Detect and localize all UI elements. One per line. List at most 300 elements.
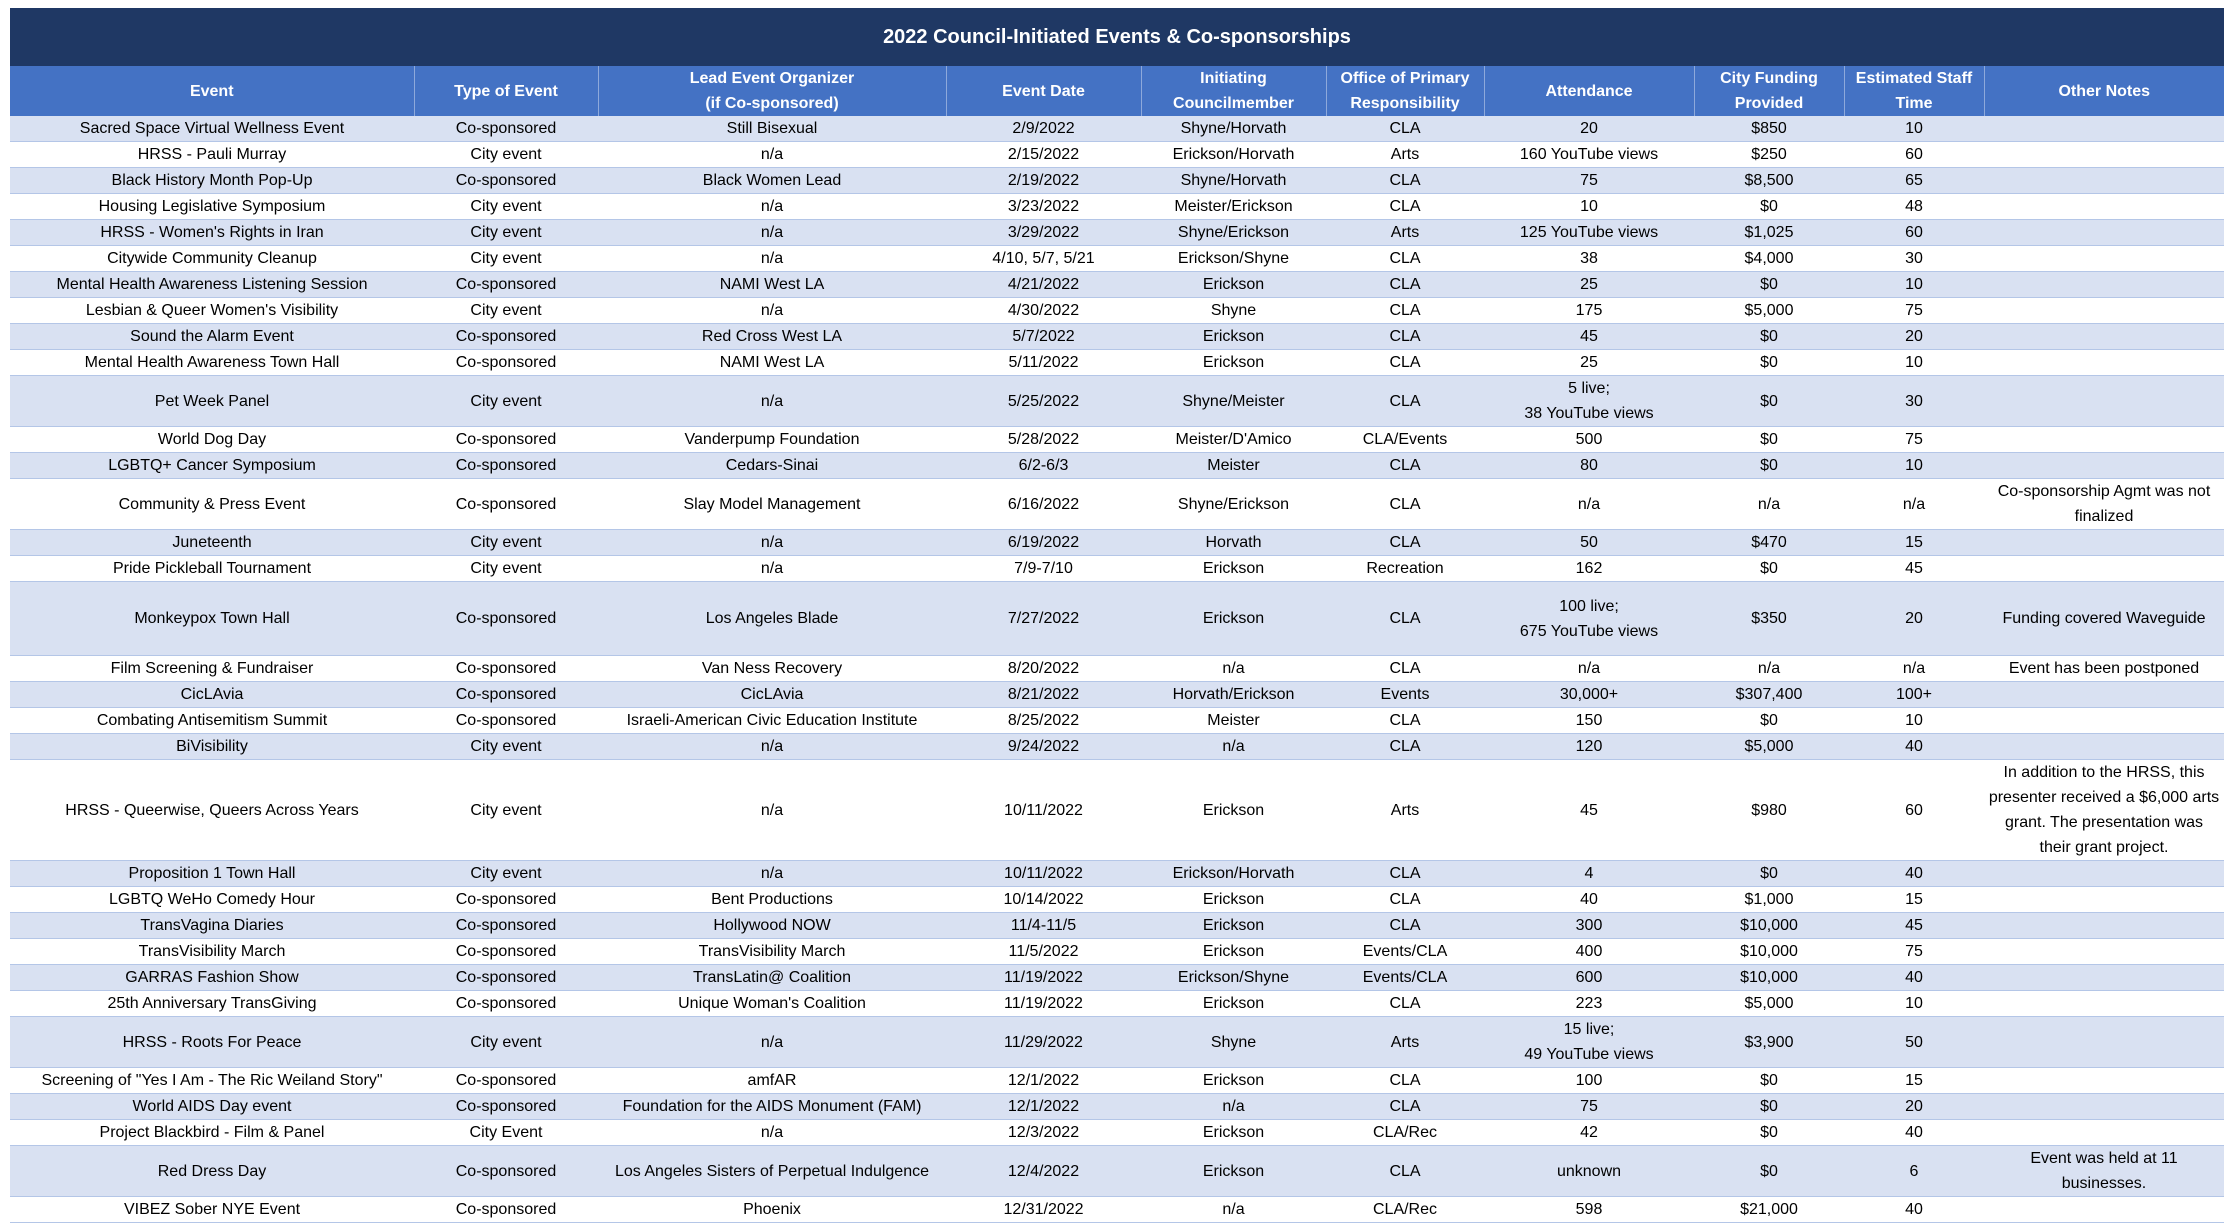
- cell-office[interactable]: CLA: [1326, 913, 1484, 939]
- cell-councilmember[interactable]: Erickson/Horvath: [1141, 861, 1326, 887]
- cell-councilmember[interactable]: n/a: [1141, 734, 1326, 760]
- col-header-date[interactable]: Event Date: [946, 66, 1141, 116]
- cell-funding[interactable]: $470: [1694, 530, 1844, 556]
- cell-councilmember[interactable]: Meister/Erickson: [1141, 194, 1326, 220]
- cell-date[interactable]: 12/1/2022: [946, 1068, 1141, 1094]
- cell-office[interactable]: CLA: [1326, 1068, 1484, 1094]
- cell-funding[interactable]: $10,000: [1694, 965, 1844, 991]
- cell-type[interactable]: Co-sponsored: [414, 708, 598, 734]
- col-header-attendance[interactable]: Attendance: [1484, 66, 1694, 116]
- cell-date[interactable]: 3/29/2022: [946, 220, 1141, 246]
- cell-date[interactable]: 7/27/2022: [946, 582, 1141, 656]
- cell-date[interactable]: 6/16/2022: [946, 479, 1141, 530]
- cell-staff[interactable]: 20: [1844, 324, 1984, 350]
- cell-councilmember[interactable]: Erickson/Shyne: [1141, 246, 1326, 272]
- cell-attendance[interactable]: unknown: [1484, 1146, 1694, 1197]
- cell-funding[interactable]: $0: [1694, 556, 1844, 582]
- cell-office[interactable]: Arts: [1326, 760, 1484, 861]
- cell-funding[interactable]: $0: [1694, 1120, 1844, 1146]
- cell-notes[interactable]: [1984, 556, 2224, 582]
- cell-type[interactable]: Co-sponsored: [414, 272, 598, 298]
- col-header-councilmember[interactable]: Initiating Councilmember: [1141, 66, 1326, 116]
- cell-organizer[interactable]: NAMI West LA: [598, 350, 946, 376]
- cell-attendance[interactable]: 4: [1484, 861, 1694, 887]
- cell-type[interactable]: City event: [414, 1017, 598, 1068]
- cell-office[interactable]: CLA: [1326, 887, 1484, 913]
- cell-date[interactable]: 11/19/2022: [946, 991, 1141, 1017]
- cell-attendance[interactable]: 100: [1484, 1068, 1694, 1094]
- cell-funding[interactable]: $1,025: [1694, 220, 1844, 246]
- cell-type[interactable]: Co-sponsored: [414, 965, 598, 991]
- cell-type[interactable]: Co-sponsored: [414, 479, 598, 530]
- cell-attendance[interactable]: 120: [1484, 734, 1694, 760]
- cell-date[interactable]: 8/25/2022: [946, 708, 1141, 734]
- cell-event[interactable]: Mental Health Awareness Town Hall: [10, 350, 414, 376]
- cell-organizer[interactable]: n/a: [598, 760, 946, 861]
- cell-funding[interactable]: $10,000: [1694, 913, 1844, 939]
- cell-funding[interactable]: n/a: [1694, 479, 1844, 530]
- cell-type[interactable]: Co-sponsored: [414, 350, 598, 376]
- cell-office[interactable]: CLA: [1326, 168, 1484, 194]
- cell-type[interactable]: City Event: [414, 1120, 598, 1146]
- cell-event[interactable]: Black History Month Pop-Up: [10, 168, 414, 194]
- cell-staff[interactable]: 40: [1844, 1120, 1984, 1146]
- cell-office[interactable]: CLA: [1326, 298, 1484, 324]
- cell-staff[interactable]: 10: [1844, 453, 1984, 479]
- cell-type[interactable]: City event: [414, 530, 598, 556]
- cell-attendance[interactable]: 40: [1484, 887, 1694, 913]
- cell-type[interactable]: City event: [414, 142, 598, 168]
- cell-attendance[interactable]: n/a: [1484, 479, 1694, 530]
- cell-staff[interactable]: 6: [1844, 1146, 1984, 1197]
- cell-attendance[interactable]: 162: [1484, 556, 1694, 582]
- cell-office[interactable]: CLA/Events: [1326, 427, 1484, 453]
- cell-event[interactable]: BiVisibility: [10, 734, 414, 760]
- cell-notes[interactable]: In addition to the HRSS, this presenter received a $6,000 arts grant. The presentation was their grant project.: [1984, 760, 2224, 861]
- cell-staff[interactable]: 45: [1844, 556, 1984, 582]
- cell-funding[interactable]: $0: [1694, 427, 1844, 453]
- cell-office[interactable]: CLA: [1326, 479, 1484, 530]
- cell-organizer[interactable]: amfAR: [598, 1068, 946, 1094]
- cell-office[interactable]: CLA: [1326, 1146, 1484, 1197]
- cell-councilmember[interactable]: n/a: [1141, 656, 1326, 682]
- cell-type[interactable]: Co-sponsored: [414, 1068, 598, 1094]
- cell-organizer[interactable]: Cedars-Sinai: [598, 453, 946, 479]
- cell-notes[interactable]: [1984, 324, 2224, 350]
- cell-funding[interactable]: n/a: [1694, 656, 1844, 682]
- cell-organizer[interactable]: n/a: [598, 194, 946, 220]
- cell-funding[interactable]: $10,000: [1694, 939, 1844, 965]
- col-header-notes[interactable]: Other Notes: [1984, 66, 2224, 116]
- cell-office[interactable]: CLA: [1326, 861, 1484, 887]
- cell-funding[interactable]: $0: [1694, 708, 1844, 734]
- cell-funding[interactable]: $0: [1694, 1146, 1844, 1197]
- cell-staff[interactable]: 40: [1844, 965, 1984, 991]
- cell-organizer[interactable]: Phoenix: [598, 1197, 946, 1223]
- cell-date[interactable]: 10/11/2022: [946, 760, 1141, 861]
- cell-organizer[interactable]: n/a: [598, 246, 946, 272]
- cell-date[interactable]: 2/19/2022: [946, 168, 1141, 194]
- cell-date[interactable]: 10/11/2022: [946, 861, 1141, 887]
- cell-type[interactable]: City event: [414, 298, 598, 324]
- cell-office[interactable]: Arts: [1326, 142, 1484, 168]
- cell-staff[interactable]: n/a: [1844, 479, 1984, 530]
- cell-type[interactable]: Co-sponsored: [414, 682, 598, 708]
- cell-type[interactable]: Co-sponsored: [414, 913, 598, 939]
- cell-attendance[interactable]: 42: [1484, 1120, 1694, 1146]
- cell-attendance[interactable]: 100 live; 675 YouTube views: [1484, 582, 1694, 656]
- cell-organizer[interactable]: n/a: [598, 142, 946, 168]
- cell-councilmember[interactable]: Erickson: [1141, 939, 1326, 965]
- cell-office[interactable]: CLA: [1326, 194, 1484, 220]
- col-header-staff[interactable]: Estimated Staff Time: [1844, 66, 1984, 116]
- cell-type[interactable]: Co-sponsored: [414, 1197, 598, 1223]
- cell-type[interactable]: Co-sponsored: [414, 116, 598, 142]
- cell-councilmember[interactable]: Meister/D'Amico: [1141, 427, 1326, 453]
- cell-staff[interactable]: 60: [1844, 220, 1984, 246]
- cell-date[interactable]: 5/11/2022: [946, 350, 1141, 376]
- cell-organizer[interactable]: CicLAvia: [598, 682, 946, 708]
- cell-office[interactable]: CLA: [1326, 530, 1484, 556]
- cell-date[interactable]: 2/15/2022: [946, 142, 1141, 168]
- cell-type[interactable]: Co-sponsored: [414, 991, 598, 1017]
- cell-attendance[interactable]: n/a: [1484, 656, 1694, 682]
- cell-office[interactable]: CLA: [1326, 1094, 1484, 1120]
- cell-councilmember[interactable]: Erickson: [1141, 1146, 1326, 1197]
- cell-date[interactable]: 11/19/2022: [946, 965, 1141, 991]
- cell-date[interactable]: 11/29/2022: [946, 1017, 1141, 1068]
- cell-organizer[interactable]: Red Cross West LA: [598, 324, 946, 350]
- cell-event[interactable]: VIBEZ Sober NYE Event: [10, 1197, 414, 1223]
- cell-notes[interactable]: [1984, 708, 2224, 734]
- cell-date[interactable]: 4/21/2022: [946, 272, 1141, 298]
- cell-funding[interactable]: $5,000: [1694, 991, 1844, 1017]
- cell-staff[interactable]: 10: [1844, 708, 1984, 734]
- cell-date[interactable]: 5/25/2022: [946, 376, 1141, 427]
- cell-funding[interactable]: $0: [1694, 376, 1844, 427]
- cell-organizer[interactable]: n/a: [598, 530, 946, 556]
- col-header-funding[interactable]: City Funding Provided: [1694, 66, 1844, 116]
- cell-councilmember[interactable]: Erickson: [1141, 1120, 1326, 1146]
- cell-attendance[interactable]: 38: [1484, 246, 1694, 272]
- cell-office[interactable]: CLA: [1326, 734, 1484, 760]
- cell-funding[interactable]: $250: [1694, 142, 1844, 168]
- cell-attendance[interactable]: 45: [1484, 324, 1694, 350]
- cell-funding[interactable]: $0: [1694, 272, 1844, 298]
- cell-notes[interactable]: [1984, 1017, 2224, 1068]
- cell-councilmember[interactable]: Erickson: [1141, 991, 1326, 1017]
- cell-funding[interactable]: $0: [1694, 1068, 1844, 1094]
- cell-event[interactable]: LGBTQ WeHo Comedy Hour: [10, 887, 414, 913]
- cell-type[interactable]: Co-sponsored: [414, 427, 598, 453]
- cell-event[interactable]: Red Dress Day: [10, 1146, 414, 1197]
- cell-councilmember[interactable]: Shyne/Horvath: [1141, 168, 1326, 194]
- cell-event[interactable]: World AIDS Day event: [10, 1094, 414, 1120]
- cell-notes[interactable]: [1984, 453, 2224, 479]
- cell-funding[interactable]: $5,000: [1694, 298, 1844, 324]
- cell-staff[interactable]: 20: [1844, 1094, 1984, 1120]
- cell-office[interactable]: CLA/Rec: [1326, 1197, 1484, 1223]
- cell-organizer[interactable]: Still Bisexual: [598, 116, 946, 142]
- cell-attendance[interactable]: 20: [1484, 116, 1694, 142]
- cell-councilmember[interactable]: Horvath/Erickson: [1141, 682, 1326, 708]
- cell-date[interactable]: 11/5/2022: [946, 939, 1141, 965]
- cell-attendance[interactable]: 598: [1484, 1197, 1694, 1223]
- cell-notes[interactable]: [1984, 142, 2224, 168]
- cell-councilmember[interactable]: n/a: [1141, 1197, 1326, 1223]
- cell-office[interactable]: CLA/Rec: [1326, 1120, 1484, 1146]
- cell-organizer[interactable]: n/a: [598, 1017, 946, 1068]
- cell-organizer[interactable]: n/a: [598, 1120, 946, 1146]
- cell-staff[interactable]: 30: [1844, 376, 1984, 427]
- cell-staff[interactable]: 75: [1844, 298, 1984, 324]
- cell-councilmember[interactable]: Erickson: [1141, 1068, 1326, 1094]
- cell-organizer[interactable]: Hollywood NOW: [598, 913, 946, 939]
- cell-type[interactable]: Co-sponsored: [414, 887, 598, 913]
- cell-organizer[interactable]: Los Angeles Sisters of Perpetual Indulgence: [598, 1146, 946, 1197]
- cell-councilmember[interactable]: Shyne/Erickson: [1141, 220, 1326, 246]
- cell-office[interactable]: CLA: [1326, 324, 1484, 350]
- cell-notes[interactable]: [1984, 272, 2224, 298]
- cell-councilmember[interactable]: Horvath: [1141, 530, 1326, 556]
- cell-organizer[interactable]: Israeli-American Civic Education Institute: [598, 708, 946, 734]
- cell-office[interactable]: CLA: [1326, 376, 1484, 427]
- cell-notes[interactable]: [1984, 1068, 2224, 1094]
- cell-date[interactable]: 12/31/2022: [946, 1197, 1141, 1223]
- cell-type[interactable]: Co-sponsored: [414, 1094, 598, 1120]
- cell-type[interactable]: Co-sponsored: [414, 453, 598, 479]
- cell-councilmember[interactable]: Erickson: [1141, 350, 1326, 376]
- cell-event[interactable]: Sacred Space Virtual Wellness Event: [10, 116, 414, 142]
- cell-attendance[interactable]: 45: [1484, 760, 1694, 861]
- cell-notes[interactable]: [1984, 887, 2224, 913]
- cell-funding[interactable]: $1,000: [1694, 887, 1844, 913]
- cell-type[interactable]: City event: [414, 556, 598, 582]
- cell-event[interactable]: Film Screening & Fundraiser: [10, 656, 414, 682]
- cell-organizer[interactable]: TransVisibility March: [598, 939, 946, 965]
- cell-event[interactable]: Juneteenth: [10, 530, 414, 556]
- cell-attendance[interactable]: 300: [1484, 913, 1694, 939]
- cell-councilmember[interactable]: Erickson/Shyne: [1141, 965, 1326, 991]
- cell-event[interactable]: HRSS - Women's Rights in Iran: [10, 220, 414, 246]
- cell-attendance[interactable]: 160 YouTube views: [1484, 142, 1694, 168]
- cell-attendance[interactable]: 125 YouTube views: [1484, 220, 1694, 246]
- cell-event[interactable]: TransVagina Diaries: [10, 913, 414, 939]
- cell-funding[interactable]: $980: [1694, 760, 1844, 861]
- cell-staff[interactable]: 15: [1844, 530, 1984, 556]
- cell-councilmember[interactable]: Erickson: [1141, 887, 1326, 913]
- cell-funding[interactable]: $0: [1694, 194, 1844, 220]
- cell-organizer[interactable]: Van Ness Recovery: [598, 656, 946, 682]
- cell-councilmember[interactable]: Erickson/Horvath: [1141, 142, 1326, 168]
- cell-office[interactable]: CLA: [1326, 656, 1484, 682]
- cell-event[interactable]: Sound the Alarm Event: [10, 324, 414, 350]
- cell-staff[interactable]: 48: [1844, 194, 1984, 220]
- cell-type[interactable]: City event: [414, 220, 598, 246]
- cell-notes[interactable]: [1984, 194, 2224, 220]
- cell-organizer[interactable]: TransLatin@ Coalition: [598, 965, 946, 991]
- cell-date[interactable]: 9/24/2022: [946, 734, 1141, 760]
- cell-staff[interactable]: 40: [1844, 734, 1984, 760]
- cell-date[interactable]: 4/10, 5/7, 5/21: [946, 246, 1141, 272]
- cell-staff[interactable]: 10: [1844, 991, 1984, 1017]
- cell-attendance[interactable]: 25: [1484, 350, 1694, 376]
- cell-date[interactable]: 6/2-6/3: [946, 453, 1141, 479]
- cell-office[interactable]: CLA: [1326, 272, 1484, 298]
- cell-event[interactable]: HRSS - Queerwise, Queers Across Years: [10, 760, 414, 861]
- cell-organizer[interactable]: n/a: [598, 734, 946, 760]
- cell-notes[interactable]: Co-sponsorship Agmt was not finalized: [1984, 479, 2224, 530]
- cell-date[interactable]: 12/3/2022: [946, 1120, 1141, 1146]
- cell-notes[interactable]: Event was held at 11 businesses.: [1984, 1146, 2224, 1197]
- cell-attendance[interactable]: 80: [1484, 453, 1694, 479]
- cell-councilmember[interactable]: Erickson: [1141, 913, 1326, 939]
- cell-event[interactable]: CicLAvia: [10, 682, 414, 708]
- cell-date[interactable]: 12/1/2022: [946, 1094, 1141, 1120]
- cell-date[interactable]: 10/14/2022: [946, 887, 1141, 913]
- cell-notes[interactable]: [1984, 991, 2224, 1017]
- cell-organizer[interactable]: Slay Model Management: [598, 479, 946, 530]
- cell-staff[interactable]: 10: [1844, 350, 1984, 376]
- cell-office[interactable]: CLA: [1326, 991, 1484, 1017]
- cell-organizer[interactable]: Black Women Lead: [598, 168, 946, 194]
- cell-event[interactable]: World Dog Day: [10, 427, 414, 453]
- cell-attendance[interactable]: 30,000+: [1484, 682, 1694, 708]
- col-header-event[interactable]: Event: [10, 66, 414, 116]
- cell-staff[interactable]: 30: [1844, 246, 1984, 272]
- cell-notes[interactable]: [1984, 427, 2224, 453]
- col-header-office[interactable]: Office of Primary Responsibility: [1326, 66, 1484, 116]
- cell-date[interactable]: 8/21/2022: [946, 682, 1141, 708]
- cell-staff[interactable]: 45: [1844, 913, 1984, 939]
- cell-councilmember[interactable]: Shyne: [1141, 298, 1326, 324]
- cell-date[interactable]: 4/30/2022: [946, 298, 1141, 324]
- cell-office[interactable]: CLA: [1326, 453, 1484, 479]
- cell-date[interactable]: 2/9/2022: [946, 116, 1141, 142]
- cell-event[interactable]: Proposition 1 Town Hall: [10, 861, 414, 887]
- cell-funding[interactable]: $850: [1694, 116, 1844, 142]
- cell-event[interactable]: Lesbian & Queer Women's Visibility: [10, 298, 414, 324]
- cell-councilmember[interactable]: n/a: [1141, 1094, 1326, 1120]
- cell-councilmember[interactable]: Erickson: [1141, 582, 1326, 656]
- cell-type[interactable]: Co-sponsored: [414, 168, 598, 194]
- cell-funding[interactable]: $3,900: [1694, 1017, 1844, 1068]
- cell-attendance[interactable]: 10: [1484, 194, 1694, 220]
- cell-attendance[interactable]: 223: [1484, 991, 1694, 1017]
- cell-notes[interactable]: [1984, 939, 2224, 965]
- cell-type[interactable]: City event: [414, 760, 598, 861]
- cell-attendance[interactable]: 15 live; 49 YouTube views: [1484, 1017, 1694, 1068]
- cell-date[interactable]: 11/4-11/5: [946, 913, 1141, 939]
- cell-office[interactable]: CLA: [1326, 116, 1484, 142]
- cell-office[interactable]: Arts: [1326, 1017, 1484, 1068]
- cell-organizer[interactable]: n/a: [598, 861, 946, 887]
- cell-funding[interactable]: $0: [1694, 350, 1844, 376]
- cell-staff[interactable]: 40: [1844, 1197, 1984, 1223]
- cell-funding[interactable]: $0: [1694, 1094, 1844, 1120]
- cell-organizer[interactable]: n/a: [598, 220, 946, 246]
- cell-notes[interactable]: [1984, 298, 2224, 324]
- cell-staff[interactable]: n/a: [1844, 656, 1984, 682]
- cell-funding[interactable]: $350: [1694, 582, 1844, 656]
- cell-office[interactable]: Events/CLA: [1326, 939, 1484, 965]
- col-header-type[interactable]: Type of Event: [414, 66, 598, 116]
- cell-date[interactable]: 3/23/2022: [946, 194, 1141, 220]
- cell-funding[interactable]: $0: [1694, 324, 1844, 350]
- cell-notes[interactable]: [1984, 530, 2224, 556]
- cell-staff[interactable]: 75: [1844, 939, 1984, 965]
- cell-office[interactable]: CLA: [1326, 350, 1484, 376]
- cell-notes[interactable]: [1984, 682, 2224, 708]
- cell-attendance[interactable]: 400: [1484, 939, 1694, 965]
- cell-funding[interactable]: $5,000: [1694, 734, 1844, 760]
- cell-notes[interactable]: [1984, 350, 2224, 376]
- cell-staff[interactable]: 15: [1844, 887, 1984, 913]
- cell-staff[interactable]: 10: [1844, 272, 1984, 298]
- cell-notes[interactable]: [1984, 1094, 2224, 1120]
- cell-staff[interactable]: 60: [1844, 760, 1984, 861]
- cell-office[interactable]: Recreation: [1326, 556, 1484, 582]
- cell-funding[interactable]: $0: [1694, 453, 1844, 479]
- cell-councilmember[interactable]: Shyne/Horvath: [1141, 116, 1326, 142]
- cell-type[interactable]: City event: [414, 376, 598, 427]
- cell-staff[interactable]: 50: [1844, 1017, 1984, 1068]
- cell-staff[interactable]: 10: [1844, 116, 1984, 142]
- cell-type[interactable]: Co-sponsored: [414, 939, 598, 965]
- cell-attendance[interactable]: 75: [1484, 1094, 1694, 1120]
- cell-staff[interactable]: 65: [1844, 168, 1984, 194]
- cell-attendance[interactable]: 25: [1484, 272, 1694, 298]
- cell-councilmember[interactable]: Erickson: [1141, 556, 1326, 582]
- cell-office[interactable]: Arts: [1326, 220, 1484, 246]
- cell-funding[interactable]: $307,400: [1694, 682, 1844, 708]
- cell-staff[interactable]: 100+: [1844, 682, 1984, 708]
- cell-notes[interactable]: [1984, 220, 2224, 246]
- cell-event[interactable]: Project Blackbird - Film & Panel: [10, 1120, 414, 1146]
- cell-event[interactable]: Pride Pickleball Tournament: [10, 556, 414, 582]
- cell-date[interactable]: 5/7/2022: [946, 324, 1141, 350]
- col-header-organizer[interactable]: Lead Event Organizer (if Co-sponsored): [598, 66, 946, 116]
- cell-notes[interactable]: Funding covered Waveguide: [1984, 582, 2224, 656]
- cell-type[interactable]: Co-sponsored: [414, 1146, 598, 1197]
- cell-event[interactable]: Monkeypox Town Hall: [10, 582, 414, 656]
- cell-organizer[interactable]: NAMI West LA: [598, 272, 946, 298]
- cell-notes[interactable]: Event has been postponed: [1984, 656, 2224, 682]
- cell-councilmember[interactable]: Meister: [1141, 708, 1326, 734]
- cell-office[interactable]: CLA: [1326, 582, 1484, 656]
- cell-event[interactable]: 25th Anniversary TransGiving: [10, 991, 414, 1017]
- cell-staff[interactable]: 15: [1844, 1068, 1984, 1094]
- cell-organizer[interactable]: Los Angeles Blade: [598, 582, 946, 656]
- cell-event[interactable]: Community & Press Event: [10, 479, 414, 530]
- cell-office[interactable]: Events: [1326, 682, 1484, 708]
- cell-event[interactable]: TransVisibility March: [10, 939, 414, 965]
- cell-staff[interactable]: 40: [1844, 861, 1984, 887]
- cell-funding[interactable]: $4,000: [1694, 246, 1844, 272]
- cell-councilmember[interactable]: Shyne/Meister: [1141, 376, 1326, 427]
- cell-type[interactable]: City event: [414, 246, 598, 272]
- cell-staff[interactable]: 60: [1844, 142, 1984, 168]
- cell-funding[interactable]: $0: [1694, 861, 1844, 887]
- cell-organizer[interactable]: Vanderpump Foundation: [598, 427, 946, 453]
- cell-notes[interactable]: [1984, 376, 2224, 427]
- cell-councilmember[interactable]: Erickson: [1141, 760, 1326, 861]
- cell-event[interactable]: Screening of "Yes I Am - The Ric Weiland Story": [10, 1068, 414, 1094]
- cell-organizer[interactable]: Unique Woman's Coalition: [598, 991, 946, 1017]
- cell-office[interactable]: CLA: [1326, 246, 1484, 272]
- cell-notes[interactable]: [1984, 1197, 2224, 1223]
- cell-event[interactable]: Mental Health Awareness Listening Session: [10, 272, 414, 298]
